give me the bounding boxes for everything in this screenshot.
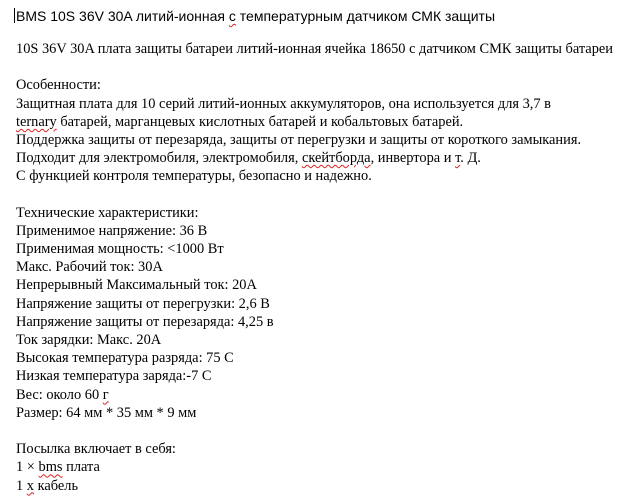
intro-paragraph: 10S 36V 30A плата защиты батареи литий-ионная ячейка 18650 с датчиком СМК защиты батареи: [16, 41, 613, 57]
spellcheck-word-bms: bms: [38, 459, 63, 476]
spec-item: Применимая мощность: <1000 Вт: [16, 241, 224, 258]
package-item-2-end: кабель: [34, 477, 79, 494]
features-line-4-start: Подходит для электромобиля, электромобиля,: [16, 150, 302, 167]
document-title[interactable]: [14, 7, 495, 25]
document-body[interactable]: [16, 40, 628, 495]
spellcheck-word-x: x: [26, 477, 34, 494]
title-text-end: температурным датчиком СМК защиты: [235, 8, 496, 24]
spec-item: Высокая температура разряда: 75 C: [16, 350, 234, 367]
features-line-2-text: батарей, марганцевых кислотных батарей и кобальтовых батарей.: [56, 113, 464, 130]
features-line-5: С функцией контроля температуры, безопасно и надежно.: [16, 168, 372, 185]
text-cursor: [14, 8, 15, 23]
spec-item: Непрерывный Максимальный ток: 20A: [16, 277, 257, 294]
spec-item: Низкая температура заряда:-7 C: [16, 368, 212, 385]
spec-item: Ток зарядки: Макс. 20A: [16, 332, 162, 348]
package-item-1-start: 1 ×: [16, 459, 39, 476]
package-item-2: [16, 477, 628, 495]
specs-heading: Технические характеристики:: [16, 204, 199, 221]
spec-weight-text: Вес: около 60: [16, 386, 103, 403]
blank-line: [16, 58, 628, 76]
spellcheck-word-ternary: ternary: [16, 113, 57, 130]
spec-weight: [16, 386, 628, 404]
features-line-4-mid: , инвертора и: [370, 150, 456, 167]
title-spellcheck-word: с: [228, 8, 236, 24]
spellcheck-word-g: г: [102, 386, 109, 403]
spec-item: Применимое напряжение: 36 В: [16, 222, 208, 239]
features-line-4: [16, 149, 628, 167]
spellcheck-word-skateboard: скейтборда: [301, 150, 371, 167]
blank-line: [16, 422, 628, 440]
features-line-2: [16, 113, 628, 131]
features-line-4-end: . Д.: [460, 150, 481, 167]
features-heading: Особенности:: [16, 77, 101, 94]
features-line-3: Поддержка защиты от перезаряда, защиты от перегрузки и защиты от короткого замыкания.: [16, 131, 582, 148]
package-item-1-end: плата: [62, 459, 100, 476]
spec-item: Макс. Рабочий ток: 30A: [16, 259, 163, 276]
features-line-1: Защитная плата для 10 серий литий-ионных аккумуляторов, она используется для 3,7 в: [16, 95, 551, 112]
blank-line: [16, 186, 628, 204]
spec-item: Напряжение защиты от перегрузки: 2,6 В: [16, 295, 270, 312]
title-text-start: BMS 10S 36V 30A литий-ионная: [16, 8, 229, 24]
package-item-1: [16, 458, 628, 476]
package-heading: Посылка включает в себя:: [16, 441, 176, 458]
spec-item: Напряжение защиты от перезаряда: 4,25 в: [16, 313, 274, 330]
spellcheck-word-t: т: [455, 150, 461, 167]
package-item-2-start: 1: [16, 477, 27, 494]
spec-size: Размер: 64 мм * 35 мм * 9 мм: [16, 404, 197, 421]
